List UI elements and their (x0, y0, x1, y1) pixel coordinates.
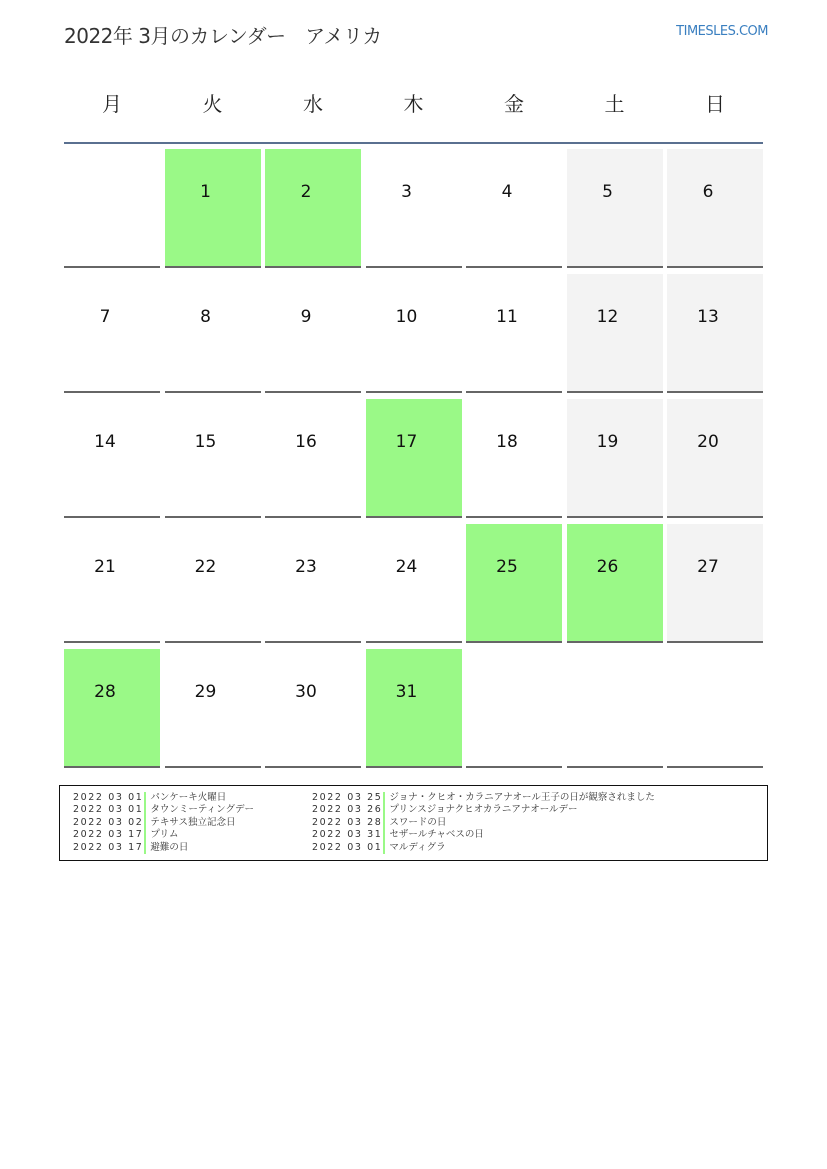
legend-item (73, 842, 254, 854)
legend-holiday-name: プリンスジョナクヒオカラニアナオールデー (389, 804, 578, 816)
day-number: 10 (395, 307, 418, 327)
holiday-day-cell[interactable] (165, 149, 261, 268)
day-cell[interactable] (165, 399, 261, 518)
day-cell[interactable] (165, 524, 261, 643)
empty-day-cell (64, 149, 160, 268)
day-number: 18 (496, 432, 518, 452)
legend-item (312, 842, 655, 854)
legend-date: 2022 03 17 (73, 829, 146, 841)
legend-item (73, 804, 254, 816)
day-cell[interactable] (165, 649, 261, 768)
legend-item (73, 829, 254, 841)
weekday-header (64, 88, 763, 122)
brand-logo[interactable]: TIMESLES.COM (676, 24, 768, 39)
day-number: 26 (596, 557, 619, 577)
day-cell[interactable] (64, 524, 160, 643)
legend-date: 2022 03 17 (73, 842, 146, 854)
day-number: 15 (194, 432, 217, 452)
legend-item (312, 804, 655, 816)
day-cell[interactable] (466, 399, 562, 518)
calendar-grid (64, 149, 763, 770)
day-number: 22 (194, 557, 217, 577)
day-cell[interactable] (567, 149, 663, 268)
legend-date: 2022 03 01 (73, 804, 146, 816)
day-cell[interactable] (265, 524, 361, 643)
day-number: 24 (395, 557, 418, 577)
day-number: 20 (697, 432, 719, 452)
day-cell[interactable] (667, 524, 763, 643)
day-cell[interactable] (466, 274, 562, 393)
day-number: 21 (94, 557, 116, 577)
day-number: 13 (697, 307, 719, 327)
holiday-day-cell[interactable] (64, 649, 160, 768)
legend-holiday-name: 避難の日 (150, 841, 189, 853)
legend-holiday-name: タウンミーティングデー (150, 804, 254, 816)
day-number: 7 (99, 307, 111, 327)
day-cell[interactable] (567, 274, 663, 393)
legend-date: 2022 03 01 (73, 792, 146, 804)
legend-holiday-name: テキサス独立記念日 (150, 816, 236, 828)
day-number: 28 (94, 682, 116, 702)
legend-item (312, 817, 655, 829)
holiday-day-cell[interactable] (366, 649, 462, 768)
weekday-label: 木 (403, 92, 424, 116)
day-number: 16 (295, 432, 317, 452)
legend-column-left (73, 792, 254, 854)
day-number: 1 (200, 182, 211, 202)
day-number: 17 (395, 432, 418, 452)
day-cell[interactable] (165, 274, 261, 393)
weekday-label: 火 (202, 92, 223, 116)
day-number: 6 (702, 182, 714, 202)
weekday-label: 金 (504, 92, 524, 116)
day-number: 8 (200, 307, 211, 327)
empty-day-cell (567, 649, 663, 768)
legend-date: 2022 03 31 (312, 829, 385, 841)
legend-date: 2022 03 02 (73, 817, 146, 829)
day-cell[interactable] (265, 399, 361, 518)
day-cell[interactable] (64, 399, 160, 518)
legend-item (73, 792, 254, 804)
day-cell[interactable] (667, 149, 763, 268)
legend-date: 2022 03 26 (312, 804, 385, 816)
day-number: 3 (401, 182, 412, 202)
holiday-day-cell[interactable] (265, 149, 361, 268)
day-cell[interactable] (265, 274, 361, 393)
legend-column-right (312, 792, 655, 854)
legend-holiday-name: ジョナ・クヒオ・カラニアナオール王子の日が観察されました (389, 792, 655, 803)
day-cell[interactable] (466, 149, 562, 268)
day-cell[interactable] (667, 274, 763, 393)
empty-day-cell (667, 649, 763, 768)
page-title: 2022年 3月のカレンダー アメリカ (64, 24, 382, 48)
legend-holiday-name: マルディグラ (389, 841, 446, 853)
day-number: 12 (596, 307, 619, 327)
day-cell[interactable] (366, 149, 462, 268)
day-number: 9 (300, 307, 312, 327)
holiday-day-cell[interactable] (366, 399, 462, 518)
weekday-label: 水 (303, 92, 323, 116)
day-number: 11 (496, 307, 518, 327)
day-cell[interactable] (567, 399, 663, 518)
holiday-legend (59, 785, 768, 861)
legend-date: 2022 03 25 (312, 792, 385, 804)
day-number: 27 (697, 557, 719, 577)
legend-holiday-name: セザールチャベスの日 (389, 829, 484, 841)
empty-day-cell (466, 649, 562, 768)
holiday-day-cell[interactable] (567, 524, 663, 643)
weekday-label: 日 (705, 92, 725, 116)
day-number: 14 (94, 432, 116, 452)
day-number: 30 (295, 682, 317, 702)
weekday-label: 土 (604, 92, 625, 116)
legend-item (312, 792, 655, 804)
legend-item (73, 817, 254, 829)
day-cell[interactable] (366, 274, 462, 393)
day-number: 29 (194, 682, 217, 702)
header-divider (64, 142, 763, 144)
day-number: 23 (295, 557, 317, 577)
holiday-day-cell[interactable] (466, 524, 562, 643)
day-cell[interactable] (667, 399, 763, 518)
day-number: 25 (496, 557, 518, 577)
day-cell[interactable] (64, 274, 160, 393)
day-cell[interactable] (265, 649, 361, 768)
day-cell[interactable] (366, 524, 462, 643)
legend-date: 2022 03 28 (312, 817, 385, 829)
legend-holiday-name: スワードの日 (389, 816, 447, 828)
legend-holiday-name: プリム (150, 829, 179, 841)
legend-holiday-name: パンケーキ火曜日 (150, 792, 227, 803)
legend-item (312, 829, 655, 841)
day-number: 4 (501, 182, 513, 202)
day-number: 2 (300, 182, 312, 202)
day-number: 19 (596, 432, 619, 452)
day-number: 31 (395, 682, 418, 702)
weekday-label: 月 (102, 92, 122, 116)
legend-date: 2022 03 01 (312, 842, 385, 854)
day-number: 5 (602, 182, 613, 202)
